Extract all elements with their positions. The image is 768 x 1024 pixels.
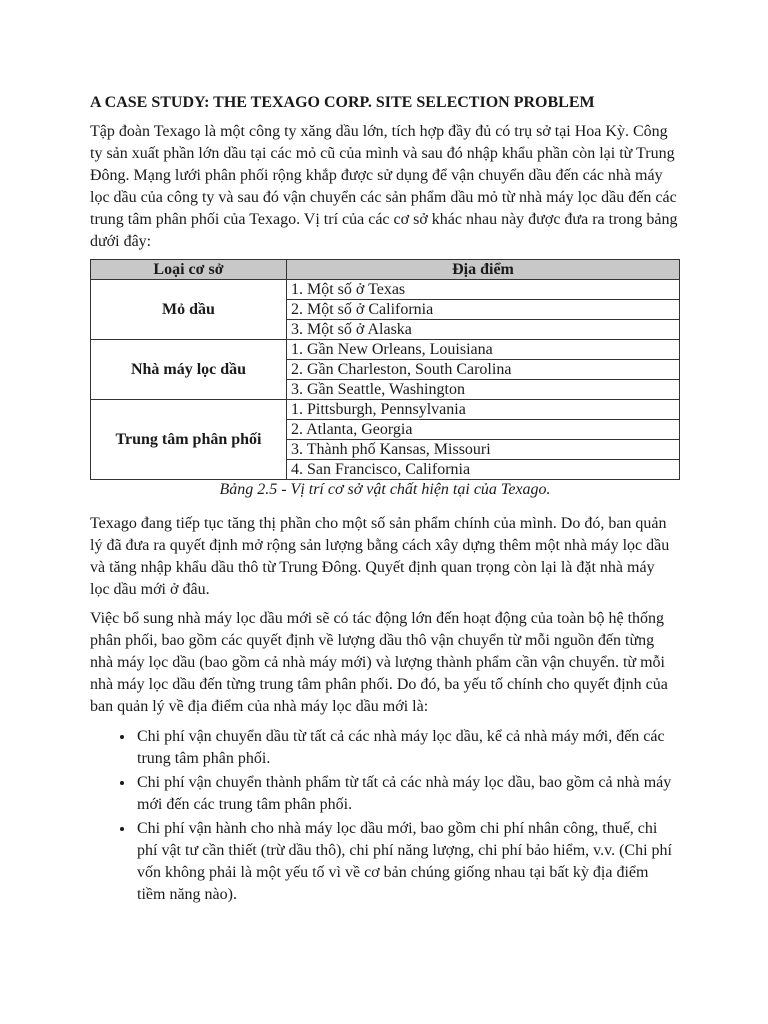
- paragraph-factors-intro: Việc bổ sung nhà máy lọc dầu mới sẽ có tác động lớn đến hoạt động của toàn bộ hệ thống phân phối, bao gồm các quyết định về lượng dầu thô vận chuyển từ mỗi nguồn đến từng nhà máy lọc dầu (bao gồm cả nhà máy mới) và lượng thành phẩm cần vận chuyển. từ mỗi nhà máy lọc dầu đến từng trung tâm phân phối. Do đó, ba yếu tố chính cho quyết định của ban quản lý về địa điểm của nhà máy lọc dầu mới là:: [90, 610, 668, 715]
- location-cell: 1. Gần New Orleans, Louisiana: [287, 340, 680, 360]
- table-row: [91, 400, 680, 420]
- facility-type-oil-fields: Mỏ dầu: [91, 280, 287, 340]
- facility-type-distribution-centers: Trung tâm phân phối: [91, 400, 287, 480]
- intro-paragraph: Tập đoàn Texago là một công ty xăng dầu lớn, tích hợp đầy đủ có trụ sở tại Hoa Kỳ. Công ty sản xuất phần lớn dầu tại các mỏ cũ của mình và sau đó nhập khẩu phần còn lại từ Trung Đông. Mạng lưới phân phối rộng khắp được sử dụng để vận chuyển dầu đến các nhà máy lọc dầu của công ty và sau đó vận chuyển các sản phẩm dầu mỏ từ nhà máy lọc dầu đến các trung tâm phân phối của Texago. Vị trí của các cơ sở khác nhau này được đưa ra trong bảng dưới đây:: [90, 123, 678, 250]
- location-cell: 2. Một số ở California: [287, 300, 680, 320]
- location-cell: 2. Gần Charleston, South Carolina: [287, 360, 680, 380]
- table-header-type: Loại cơ sở: [91, 260, 287, 280]
- table-caption: Bảng 2.5 - Vị trí cơ sở vật chất hiện tại của Texago.: [219, 481, 551, 498]
- list-item: • Chi phí vận chuyển thành phẩm từ tất cả các nhà máy lọc dầu, bao gồm cả nhà máy mới đến các trung tâm phân phối.: [135, 772, 678, 816]
- table-row: [91, 340, 680, 360]
- factor-list: [90, 726, 678, 906]
- location-cell: 1. Pittsburgh, Pennsylvania: [287, 400, 680, 420]
- table-header-location: Địa điểm: [287, 260, 680, 280]
- location-cell: 1. Một số ở Texas: [287, 280, 680, 300]
- table-header-row: [91, 260, 680, 280]
- location-cell: 4. San Francisco, California: [287, 460, 680, 480]
- table-row: [91, 280, 680, 300]
- location-cell: 2. Atlanta, Georgia: [287, 420, 680, 440]
- facility-location-table: [90, 259, 680, 480]
- location-cell: 3. Thành phố Kansas, Missouri: [287, 440, 680, 460]
- location-cell: 3. Gần Seattle, Washington: [287, 380, 680, 400]
- list-item: • Chi phí vận chuyển dầu từ tất cả các nhà máy lọc dầu, kể cả nhà máy mới, đến các trung tâm phân phối.: [135, 726, 678, 770]
- document-title: A CASE STUDY: THE TEXAGO CORP. SITE SELECTION PROBLEM: [90, 94, 595, 111]
- facility-type-refineries: Nhà máy lọc dầu: [91, 340, 287, 400]
- paragraph-expansion: Texago đang tiếp tục tăng thị phần cho một số sản phẩm chính của mình. Do đó, ban quản lý đã đưa ra quyết định mở rộng sản lượng bằng cách xây dựng thêm một nhà máy lọc dầu và tăng nhập khẩu dầu thô từ Trung Đông. Quyết định quan trọng còn lại là đặt nhà máy lọc dầu mới ở đâu.: [90, 515, 670, 598]
- location-cell: 3. Một số ở Alaska: [287, 320, 680, 340]
- list-item: • Chi phí vận hành cho nhà máy lọc dầu mới, bao gồm chi phí nhân công, thuế, chi phí vật tư cần thiết (trừ dầu thô), chi phí năng lượng, chi phí bảo hiểm, v.v. (Chi phí vốn không phải là một yếu tố vì về cơ bản chúng giống nhau tại bất kỳ địa điểm tiềm năng nào).: [135, 818, 678, 906]
